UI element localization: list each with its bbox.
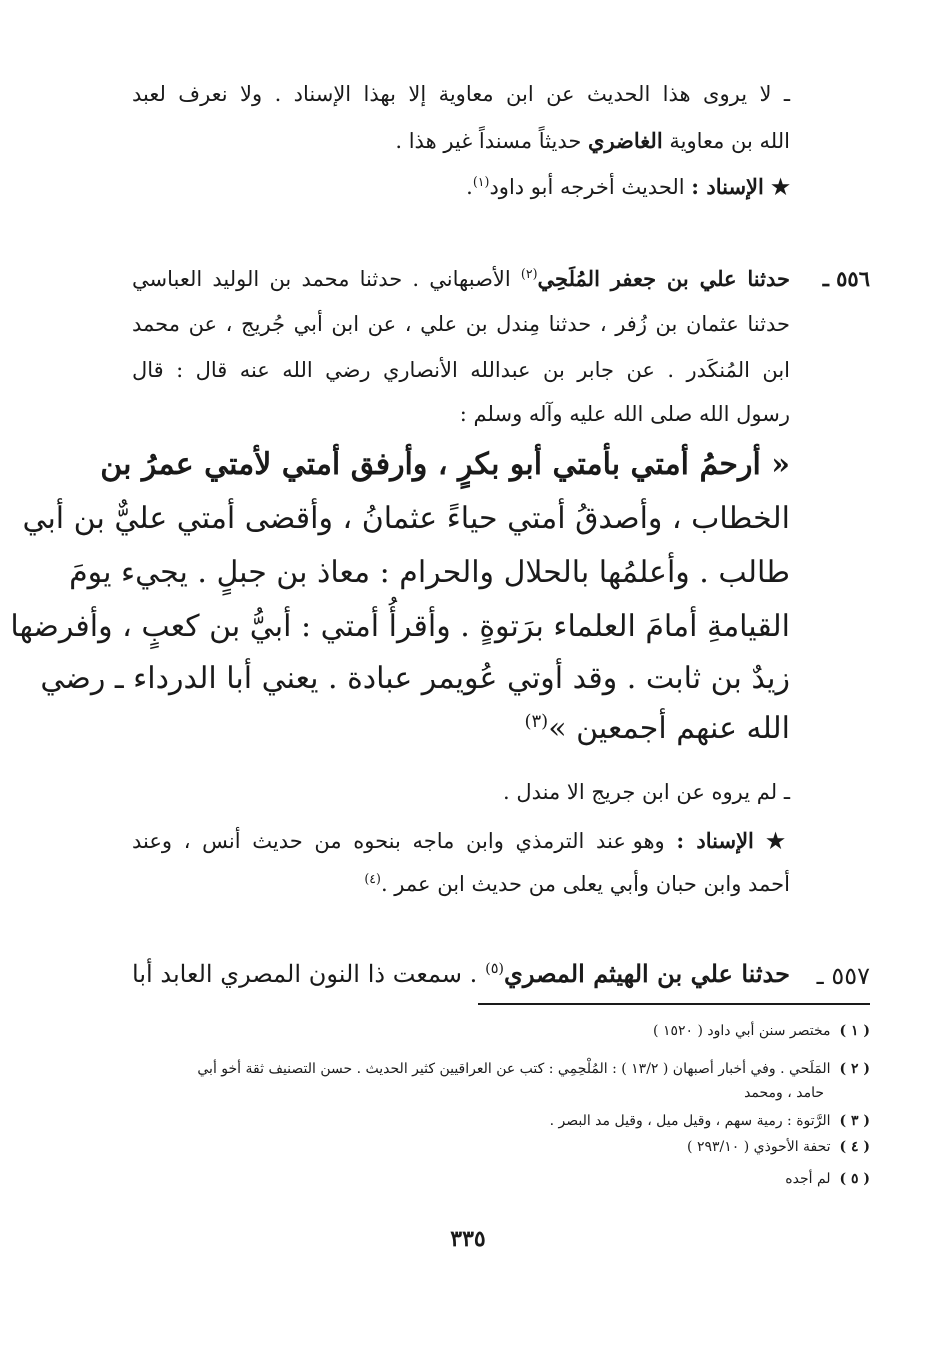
hadith-556-line-3 xyxy=(132,360,790,381)
matn-line-6 xyxy=(524,711,790,746)
top-line-2-part-c: حديثاً مسنداً غير هذا . xyxy=(395,129,582,153)
hadith-556-isnad-text-2: أحمد وابن حبان وأبي يعلى من حديث ابن عمر . xyxy=(380,872,790,896)
hadith-number: ٥٥٦ ـ xyxy=(822,266,870,291)
footnote-2-text-cont: حامد ، ومحمد xyxy=(744,1085,824,1101)
matn-line-1-text: « أرحمُ أمتي بأمتي أبو بكرٍ ، وأرفق أمتي لأمتي عمرُ بن xyxy=(100,447,790,482)
hadith-556-isnad-1 xyxy=(132,830,790,852)
footnote-4-number: ( ٤ ) xyxy=(839,1139,870,1155)
hadith-556-line-2-text: حدثنا عثمان بن زُفر ، حدثنا مِندل بن علي ، عن ابن أبي جُريج ، عن محمد xyxy=(132,312,790,336)
hadith-556-line-1 xyxy=(132,268,790,290)
hadith-557-narrator: حدثنا علي بن الهيثم المصري xyxy=(504,959,790,988)
footnote-ref-5: (٥) xyxy=(485,961,505,977)
top-line-1 xyxy=(132,84,790,105)
footnote-1-text: مختصر سنن أبي داود ( ١٥٢٠ ) xyxy=(653,1023,831,1039)
footnote-2-number: ( ٢ ) xyxy=(839,1061,870,1077)
page-number-text: ٣٣٥ xyxy=(450,1226,486,1252)
hadith-556-line-4-text: رسول الله صلى الله عليه وآله وسلم : xyxy=(459,402,790,426)
isnad-text: الحديث أخرجه أبو داود xyxy=(489,175,685,199)
footnote-2 xyxy=(197,1062,870,1076)
hadith-556-line-2 xyxy=(132,314,790,335)
hadith-556-line-1-rest: الأصبهاني . حدثنا محمد بن الوليد العباسي xyxy=(132,267,511,291)
footnote-1-number: ( ١ ) xyxy=(839,1023,870,1039)
top-isnad xyxy=(466,176,790,198)
footnote-ref-2: (٢) xyxy=(520,266,538,281)
hadith-557-line xyxy=(132,959,790,988)
footnote-4-text: تحفة الأحوذي ( ٢٩٣/١٠ ) xyxy=(687,1139,831,1155)
hadith-556-isnad-2 xyxy=(364,871,790,896)
footnote-ref-4: (٤) xyxy=(364,871,381,886)
footnote-separator xyxy=(478,1003,870,1005)
matn-line-5-text: زيدٌ بن ثابت . وقد أوتي عُويمر عبادة . يعني أبا الدرداء ـ رضي xyxy=(40,661,790,696)
top-line-2 xyxy=(395,130,790,152)
matn-line-6-text: الله عنهم أجمعين » xyxy=(548,711,790,746)
footnote-3 xyxy=(550,1114,870,1128)
matn-line-2 xyxy=(22,501,790,536)
isnad-label: ★ الإسناد : xyxy=(691,174,790,199)
footnote-1 xyxy=(653,1024,870,1038)
footnote-5-number: ( ٥ ) xyxy=(839,1171,870,1187)
footnote-2-cont xyxy=(744,1086,824,1100)
footnote-2-text: المَلَحي . وفي أخبار أصبهان ( ١٣/٢ ) : المُلْحِمِي : كتب عن العراقيين كثير الحديث . حسن التصنيف ثقة أخو أبي xyxy=(197,1061,831,1077)
page-number xyxy=(0,1226,936,1252)
hadith-556-narrator: حدثنا علي بن جعفر المُلَحِي xyxy=(537,266,790,291)
matn-line-5 xyxy=(40,661,790,696)
footnote-3-text: الرَّتوة : رمية سهم ، وقيل ميل ، وقيل مد البصر . xyxy=(549,1113,831,1129)
hadith-556-line-4 xyxy=(460,404,790,425)
matn-line-1 xyxy=(100,447,790,482)
hadith-556-isnad-text-1: وهو عند الترمذي وابن ماجه بنحوه من حديث أنس ، وعند xyxy=(132,829,665,853)
isnad-label-556: ★ الإسناد : xyxy=(676,828,790,853)
hadith-556-note xyxy=(503,782,790,803)
footnote-4 xyxy=(687,1140,870,1154)
matn-line-3 xyxy=(69,555,790,590)
hadith-557-number xyxy=(817,964,870,988)
matn-line-4 xyxy=(10,609,790,644)
hadith-557-number-text: ٥٥٧ ـ xyxy=(816,962,870,990)
hadith-556-note-text: ـ لم يروه عن ابن جريج الا مندل . xyxy=(502,780,790,804)
hadith-556-line-3-text: ابن المُنكَدر . عن جابر بن عبدالله الأنصاري رضي الله عنه قال : قال xyxy=(132,358,790,382)
footnote-5-text: لم أجده xyxy=(785,1171,831,1187)
matn-line-4-text: القيامةِ أمامَ العلماء برَتوةٍ . وأقرأُ أمتي : أبيُّ بن كعبٍ ، وأفرضها xyxy=(10,609,790,644)
footnote-ref-1: (١) xyxy=(472,174,490,189)
top-line-1-text: ـ لا يروى هذا الحديث عن ابن معاوية إلا بهذا الإسناد . ولا نعرف لعبد xyxy=(132,82,790,106)
footnote-ref-3: (٣) xyxy=(524,711,549,732)
hadith-557-text: . سمعت ذا النون المصري العابد أبا xyxy=(132,960,478,988)
footnote-3-number: ( ٣ ) xyxy=(839,1113,870,1129)
footnote-5 xyxy=(785,1172,870,1186)
hadith-556-number xyxy=(823,268,870,289)
top-line-2-part-a: الله بن معاوية xyxy=(669,129,790,153)
matn-line-2-text: الخطاب ، وأصدقُ أمتي حياءً عثمانُ ، وأقضى أمتي عليٌّ بن أبي xyxy=(22,501,790,536)
top-line-2-bold: الغاضري xyxy=(588,128,663,153)
isnad-end: . xyxy=(466,175,473,199)
matn-line-3-text: طالب . وأعلمُها بالحلال والحرام : معاذ بن جبلٍ . يجيء يومَ xyxy=(69,555,790,590)
